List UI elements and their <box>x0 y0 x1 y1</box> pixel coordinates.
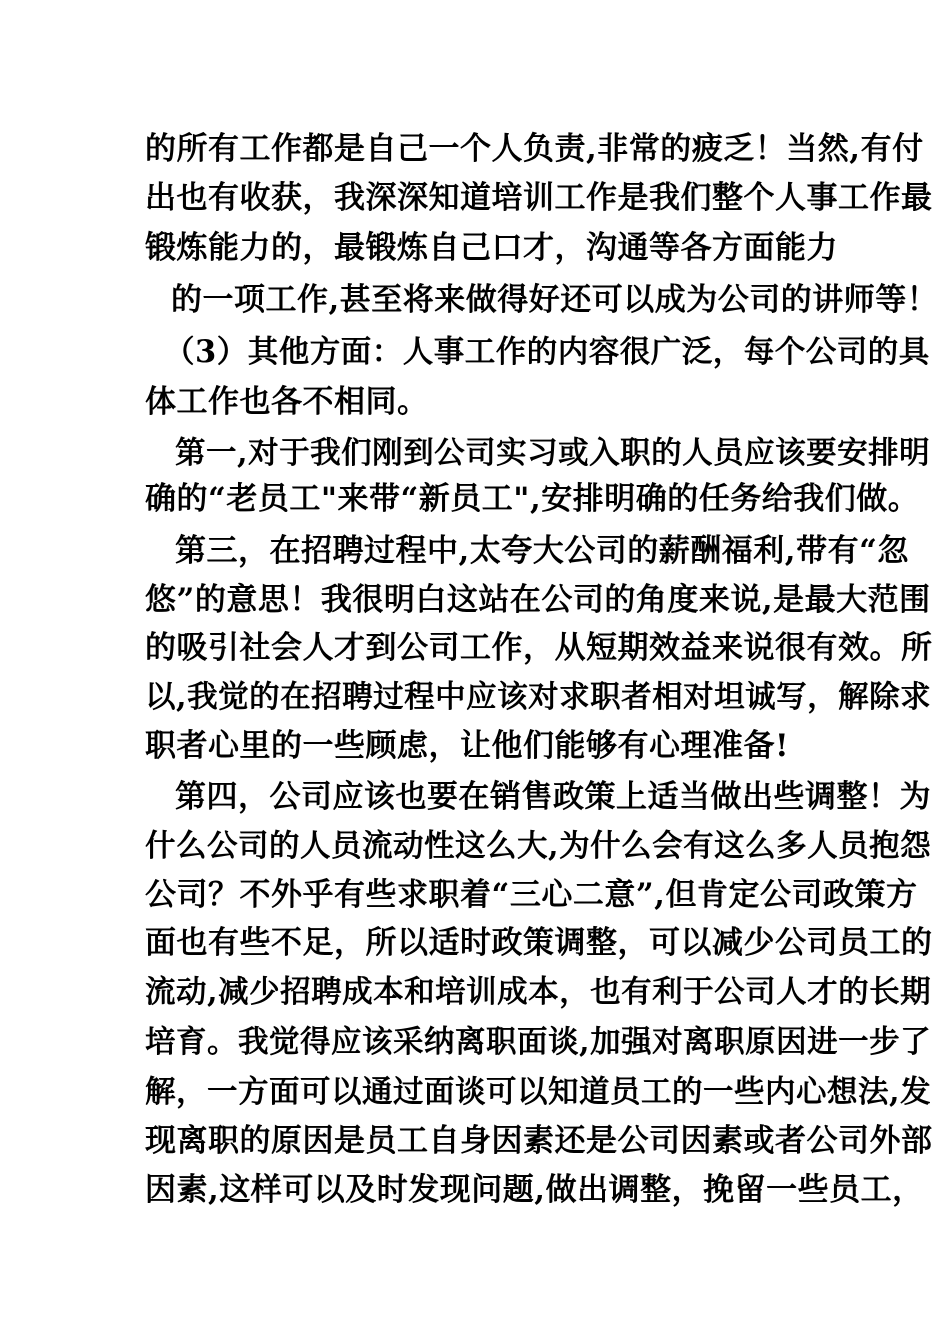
text-line-1: 的所有工作都是自己一个人负责,非常的疲乏！当然,有付 <box>145 131 924 167</box>
text-line-15: 什么公司的人员流动性这么大,为什么会有这么多人员抱怨 <box>145 828 932 864</box>
text-line-16: 公司？不外乎有些求职着“三心二意”,但肯定公司政策方 <box>145 877 918 913</box>
text-line-18: 流动,减少招聘成本和培训成本，也有利于公司人才的长期 <box>145 974 932 1010</box>
text-line-20: 解，一方面可以通过面谈可以知道员工的一些内心想法,发 <box>145 1074 932 1110</box>
text-line-3: 锻炼能力的，最锻炼自己口才，沟通等各方面能力 <box>145 230 838 266</box>
text-line-10: 悠”的意思！我很明白这站在公司的角度来说,是最大范围 <box>145 582 931 618</box>
text-line-6: 体工作也各不相同。 <box>145 384 429 420</box>
text-line-13: 职者心里的一些顾虑，让他们能够有心理准备! <box>145 728 790 764</box>
text-line-2: 出也有收获，我深深知道培训工作是我们整个人事工作最 <box>145 180 933 216</box>
text-line-11: 的吸引社会人才到公司工作，从短期效益来说很有效。所 <box>145 630 933 666</box>
text-line-5: （3）其他方面：人事工作的内容很广泛，每个公司的具 <box>164 334 930 370</box>
text-line-22: 因素,这样可以及时发现问题,做出调整，挽留一些员工， <box>145 1172 924 1208</box>
text-line-4: 的一项工作,甚至将来做得好还可以成为公司的讲师等！ <box>171 282 939 318</box>
text-line-19: 培育。我觉得应该采纳离职面谈,加强对离职原因进一步了 <box>145 1024 932 1060</box>
text-line-9: 第三，在招聘过程中,太夸大公司的薪酬福利,带有“忽 <box>175 533 909 569</box>
text-line-21: 现离职的原因是员工自身因素还是公司因素或者公司外部 <box>145 1123 933 1159</box>
text-line-8: 确的“老员工"来带“新员工",安排明确的任务给我们做。 <box>145 481 920 517</box>
text-line-17: 面也有些不足，所以适时政策调整，可以减少公司员工的 <box>145 925 933 961</box>
text-line-14: 第四，公司应该也要在销售政策上适当做出些调整！为 <box>175 779 931 815</box>
text-line-7: 第一,对于我们刚到公司实习或入职的人员应该要安排明 <box>175 435 931 471</box>
text-line-12: 以,我觉的在招聘过程中应该对求职者相对坦诚写，解除求 <box>145 679 932 715</box>
